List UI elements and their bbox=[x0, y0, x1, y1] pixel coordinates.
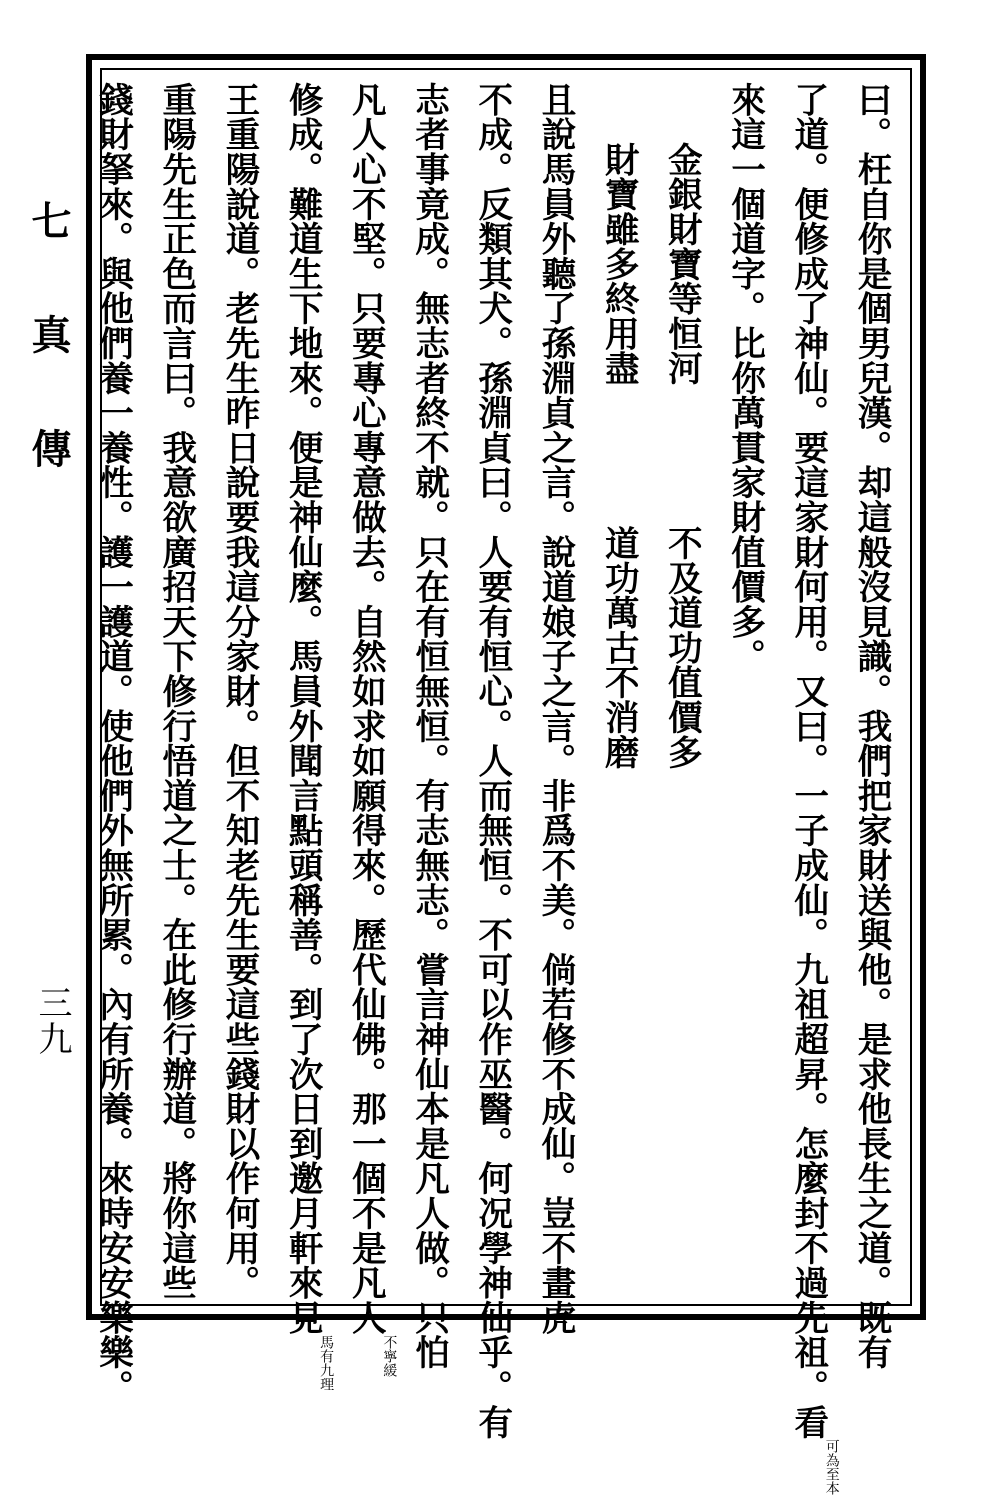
text-column: 且說馬員外聽了孫淵貞之言。說道娘子之言。非爲不美。倘若修不成仙。豈不畫虎 bbox=[534, 82, 575, 1335]
page-frame bbox=[86, 54, 926, 1495]
annotation-note: 可為至本 bbox=[823, 1439, 840, 1495]
poem-row bbox=[649, 82, 712, 1282]
text-column bbox=[776, 82, 840, 1495]
text-column-part: 修成。難道生下地來。便是神仙麼。馬員外聞言點頭稱善。到了次日到邀月軒來見 bbox=[282, 82, 323, 1335]
text-column: 曰。枉自你是個男兒漢。却這般沒見識。我們把家財送與他。是求他長生之道。既有 bbox=[851, 82, 891, 1370]
poem-line: 不及道功值價多 bbox=[661, 525, 702, 770]
text-column: 重陽先生正色而言曰。我意欲廣招天下修行悟道之士。在此修行辦道。將你這些 bbox=[155, 82, 196, 1300]
poem-line: 金銀財寶等恒河 bbox=[661, 142, 702, 386]
poem-row bbox=[586, 82, 649, 1282]
text-column bbox=[333, 82, 398, 1377]
annotation-note: 不寧緩 bbox=[381, 1334, 398, 1377]
vertical-text-body bbox=[92, 82, 902, 1495]
text-column: 志者事竟成。無志者終不就。只在有恒無恒。有志無志。嘗言神仙本是凡人做。只怕 bbox=[408, 82, 449, 1370]
text-column: 錢財拏來。與他們養一養性。護一護道。使他們外無所累。內有所養。來時安安樂樂。 bbox=[92, 82, 133, 1405]
text-column: 王重陽說道。老先生昨日說要我這分家財。但不知老先生要這些錢財以作何用。 bbox=[218, 82, 259, 1300]
margin-book-title: 七 真 傳 bbox=[25, 200, 72, 498]
text-column: 不成。反類其犬。孫淵貞曰。人要有恒心。人而無恒。不可以作巫醫。何况學神仙乎。有 bbox=[471, 82, 512, 1440]
page-number: 三九 bbox=[32, 985, 72, 1057]
text-column bbox=[270, 82, 335, 1391]
annotation-note: 馬有九理 bbox=[318, 1334, 335, 1391]
poem-line: 財寶雖多終用盡 bbox=[598, 142, 639, 386]
poem-line: 道功萬古不消磨 bbox=[598, 525, 639, 770]
text-column: 來這一個道字。比你萬貫家財值價多。 bbox=[724, 82, 765, 674]
text-column-part: 凡人心不堅。只要專心專意做去。自然如求如願得來。歷代仙佛。那一個不是凡人 bbox=[345, 82, 386, 1335]
text-column-part: 了道。便修成了神仙。要這家財何用。又曰。一子成仙。九祖超昇。怎麼封不過先祖。看 bbox=[787, 82, 828, 1440]
